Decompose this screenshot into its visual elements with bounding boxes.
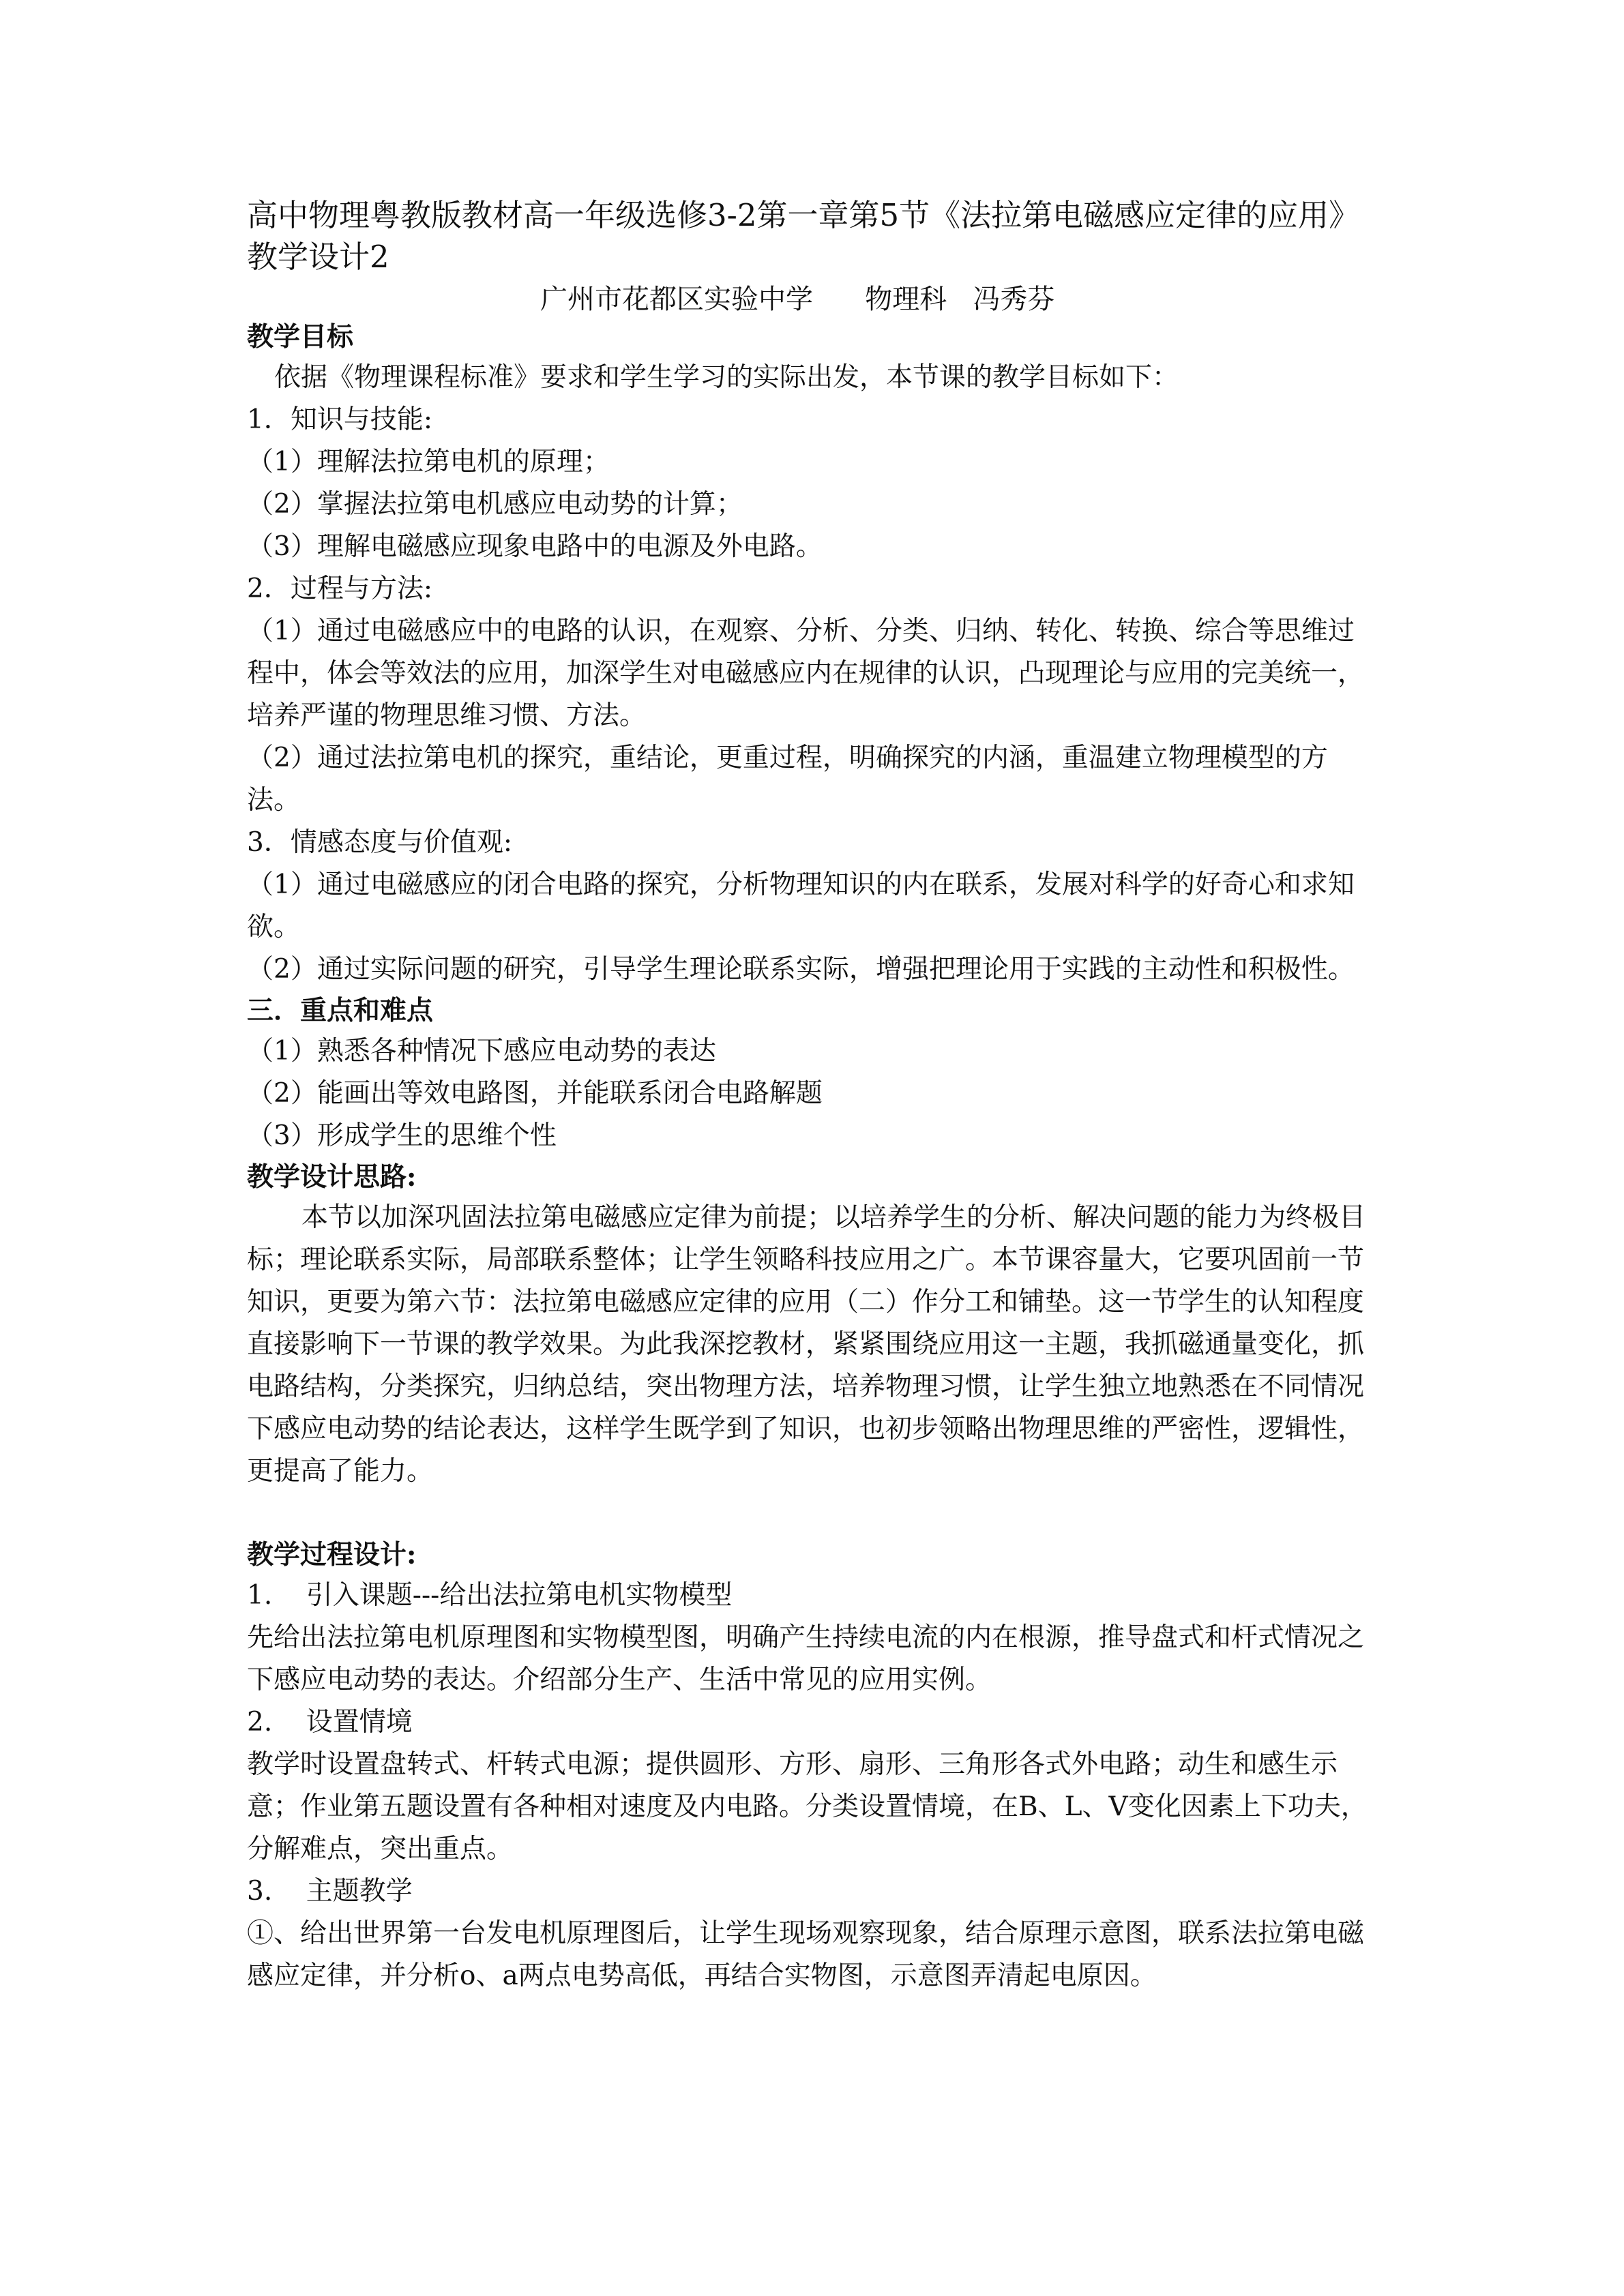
- knowledge-item: （1）理解法拉第电机的原理；: [247, 447, 610, 477]
- process-step-body: 教学时设置盘转式、杆转式电源；提供圆形、方形、扇形、三角形各式外电路；动生和感生示意；作业第五题设置有各种相对速度及内电路。分类设置情境，在B、L、V变化因素上下功夫，分解难点，突出重点。: [247, 1749, 1368, 1864]
- document-title: 高中物理粤教版教材高一年级选修3-2第一章第5节《法拉第电磁感应定律的应用》教学设计2: [247, 197, 1360, 275]
- knowledge-item: （2）掌握法拉第电机感应电动势的计算；: [247, 489, 743, 520]
- author-byline: 广州市花都区实验中学 物理科 冯秀芬: [540, 284, 1055, 315]
- document-page: [247, 194, 1379, 1997]
- process-step-body: ①、给出世界第一台发电机原理图后，让学生现场观察现象，结合原理示意图，联系法拉第电磁感应定律，并分析o、a两点电势高低，再结合实物图，示意图弄清起电原因。: [247, 1918, 1365, 1991]
- process-design-heading: 教学过程设计:: [247, 1539, 417, 1570]
- process-step-label: 2. 设置情境: [247, 1707, 413, 1738]
- design-heading: 教学设计思路:: [247, 1161, 417, 1193]
- process-label: 2．过程与方法:: [247, 573, 432, 604]
- key-point-item: （3）形成学生的思维个性: [247, 1120, 557, 1151]
- design-body: 本节以加深巩固法拉第电磁感应定律为前提；以培养学生的分析、解决问题的能力为终极目标；理论联系实际，局部联系整体；让学生领略科技应用之广。本节课容量大，它要巩固前一节知识，更要为第六节：法拉第电磁感应定律的应用（二）作分工和铺垫。这一节学生的认知程度直接影响下一节课的教学效果。为此我深挖教材，紧紧围绕应用这一主题，我抓磁通量变化，抓电路结构，分类探究，归纳总结，突出物理方法，培养物理习惯，让学生独立地熟悉在不同情况下感应电动势的结论表达，这样学生既学到了知识，也初步领略出物理思维的严密性，逻辑性，更提高了能力。: [247, 1202, 1366, 1487]
- key-points-heading: 三．重点和难点: [247, 995, 434, 1026]
- attitude-item: （1）通过电磁感应的闭合电路的探究，分析物理知识的内在联系，发展对科学的好奇心和求知欲。: [247, 869, 1355, 942]
- attitude-label: 3．情感态度与价值观:: [247, 827, 512, 858]
- objectives-heading: 教学目标: [247, 321, 354, 353]
- key-point-item: （1）熟悉各种情况下感应电动势的表达: [247, 1036, 716, 1067]
- process-step-label: 3. 主题教学: [247, 1876, 413, 1907]
- process-step-label: 1. 引入课题---给出法拉第电机实物模型: [247, 1580, 733, 1611]
- process-item: （2）通过法拉第电机的探究，重结论，更重过程，明确探究的内涵，重温建立物理模型的方法。: [247, 743, 1328, 816]
- process-step-body: 先给出法拉第电机原理图和实物模型图，明确产生持续电流的内在根源，推导盘式和杆式情况之下感应电动势的表达。介绍部分生产、生活中常见的应用实例。: [247, 1622, 1365, 1695]
- knowledge-label: 1．知识与技能:: [247, 404, 432, 435]
- objectives-intro: 依据《物理课程标准》要求和学生学习的实际出发，本节课的教学目标如下：: [274, 362, 1179, 393]
- attitude-item: （2）通过实际问题的研究，引导学生理论联系实际，增强把理论用于实践的主动性和积极性。: [247, 954, 1355, 985]
- section-spacer: [247, 1493, 1379, 1535]
- process-item: （1）通过电磁感应中的电路的认识，在观察、分析、分类、归纳、转化、转换、综合等思维过程中，体会等效法的应用，加深学生对电磁感应内在规律的认识，凸现理论与应用的完美统一，培养严谨的物理思维习惯、方法。: [247, 616, 1365, 731]
- knowledge-item: （3）理解电磁感应现象电路中的电源及外电路。: [247, 531, 823, 562]
- key-point-item: （2）能画出等效电路图，并能联系闭合电路解题: [247, 1078, 823, 1109]
